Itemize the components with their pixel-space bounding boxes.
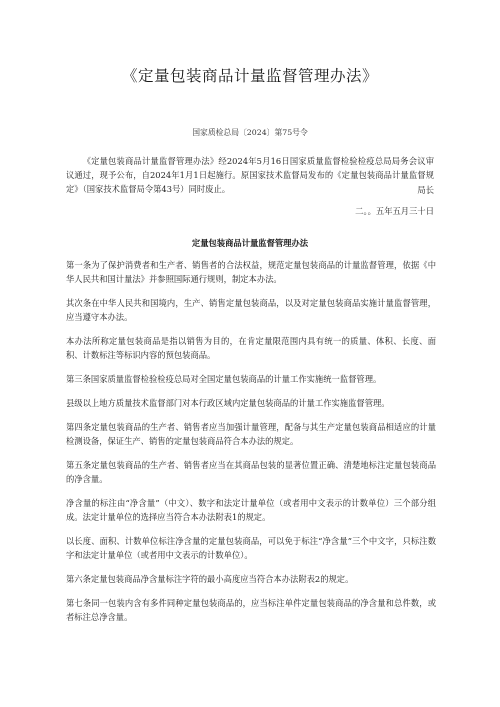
- article-paragraph: 第三条国家质量监督检验检疫总局对全国定量包装商品的计量工作实施统一监督管理。: [66, 374, 382, 385]
- article-paragraph: 以长度、面积、计数单位标注净含量的定量包装商品，可以免于标注“净含量”三个中文字，只标注数字和法定计量单位（或者用中文表示的计数单位）。: [66, 536, 436, 561]
- article-paragraph: 第七条同一包装内含有多件同种定量包装商品的，应当标注单件定量包装商品的净含量和总件数，或者标注总净含量。: [66, 598, 436, 623]
- document-title: 《定量包装商品计量监督管理办法》: [121, 67, 378, 85]
- article-paragraph: 本办法所称定量包装商品是指以销售为目的，在肯定量限范围内具有统一的质量、体积、长度、面积、计数标注等标识内容的预包装商品。: [66, 336, 436, 361]
- section-title: 定量包装商品计量监督管理办法: [191, 238, 309, 248]
- article-paragraph: 第四条定量包装商品的生产者、销售者应当加强计量管理，配备与其生产定量包装商品相适应的计量检测设备，保证生产、销售的定量包装商品符合本办法的规定。: [66, 421, 436, 447]
- signing-date: 二。。五年五月三十日: [355, 206, 434, 216]
- decree-number: 国家质检总局〔2024〕第75号令: [192, 128, 308, 137]
- article-paragraph: 其次条在中华人民共和国境内，生产、销售定量包装商品，以及对定量包装商品实施计量监督管理，应当遵守本办法。: [66, 298, 436, 323]
- article-paragraph: 净含量的标注由“净含量”（中文）、数字和法定计量单位（或者用中文表示的计数单位）三个部分组成。法定计量单位的选择应当符合本办法附表1的规定。: [66, 498, 436, 523]
- article-paragraph: 第一条为了保护消费者和生产者、销售者的合法权益，规范定量包装商品的计量监督管理，依据《中华人民共和国计量法》并参照国际通行规则，制定本办法。: [66, 260, 436, 285]
- article-list: [66, 258, 436, 634]
- signer-title: 局长: [417, 185, 434, 195]
- article-paragraph: 县级以上地方质量技术监督部门对本行政区域内定量包装商品的计量工作实施监督管理。: [66, 398, 390, 409]
- article-paragraph: 第五条定量包装商品的生产者、销售者应当在其商品包装的显著位置正确、清楚地标注定量包装商品的净含量。: [66, 459, 436, 485]
- intro-paragraph: 《定量包装商品计量监督管理办法》经2024年5月16日国家质量监督检验检疫总局局务会议审议通过，现予公布，自2024年1月1日起施行。原国家技术监督局发布的《定量包装商品计量监督规定》（国家技术监督局令第43号）同时废止。: [66, 156, 434, 194]
- article-paragraph: 第六条定量包装商品净含量标注字符的最小高度应当符合本办法附表2的规定。: [66, 574, 354, 585]
